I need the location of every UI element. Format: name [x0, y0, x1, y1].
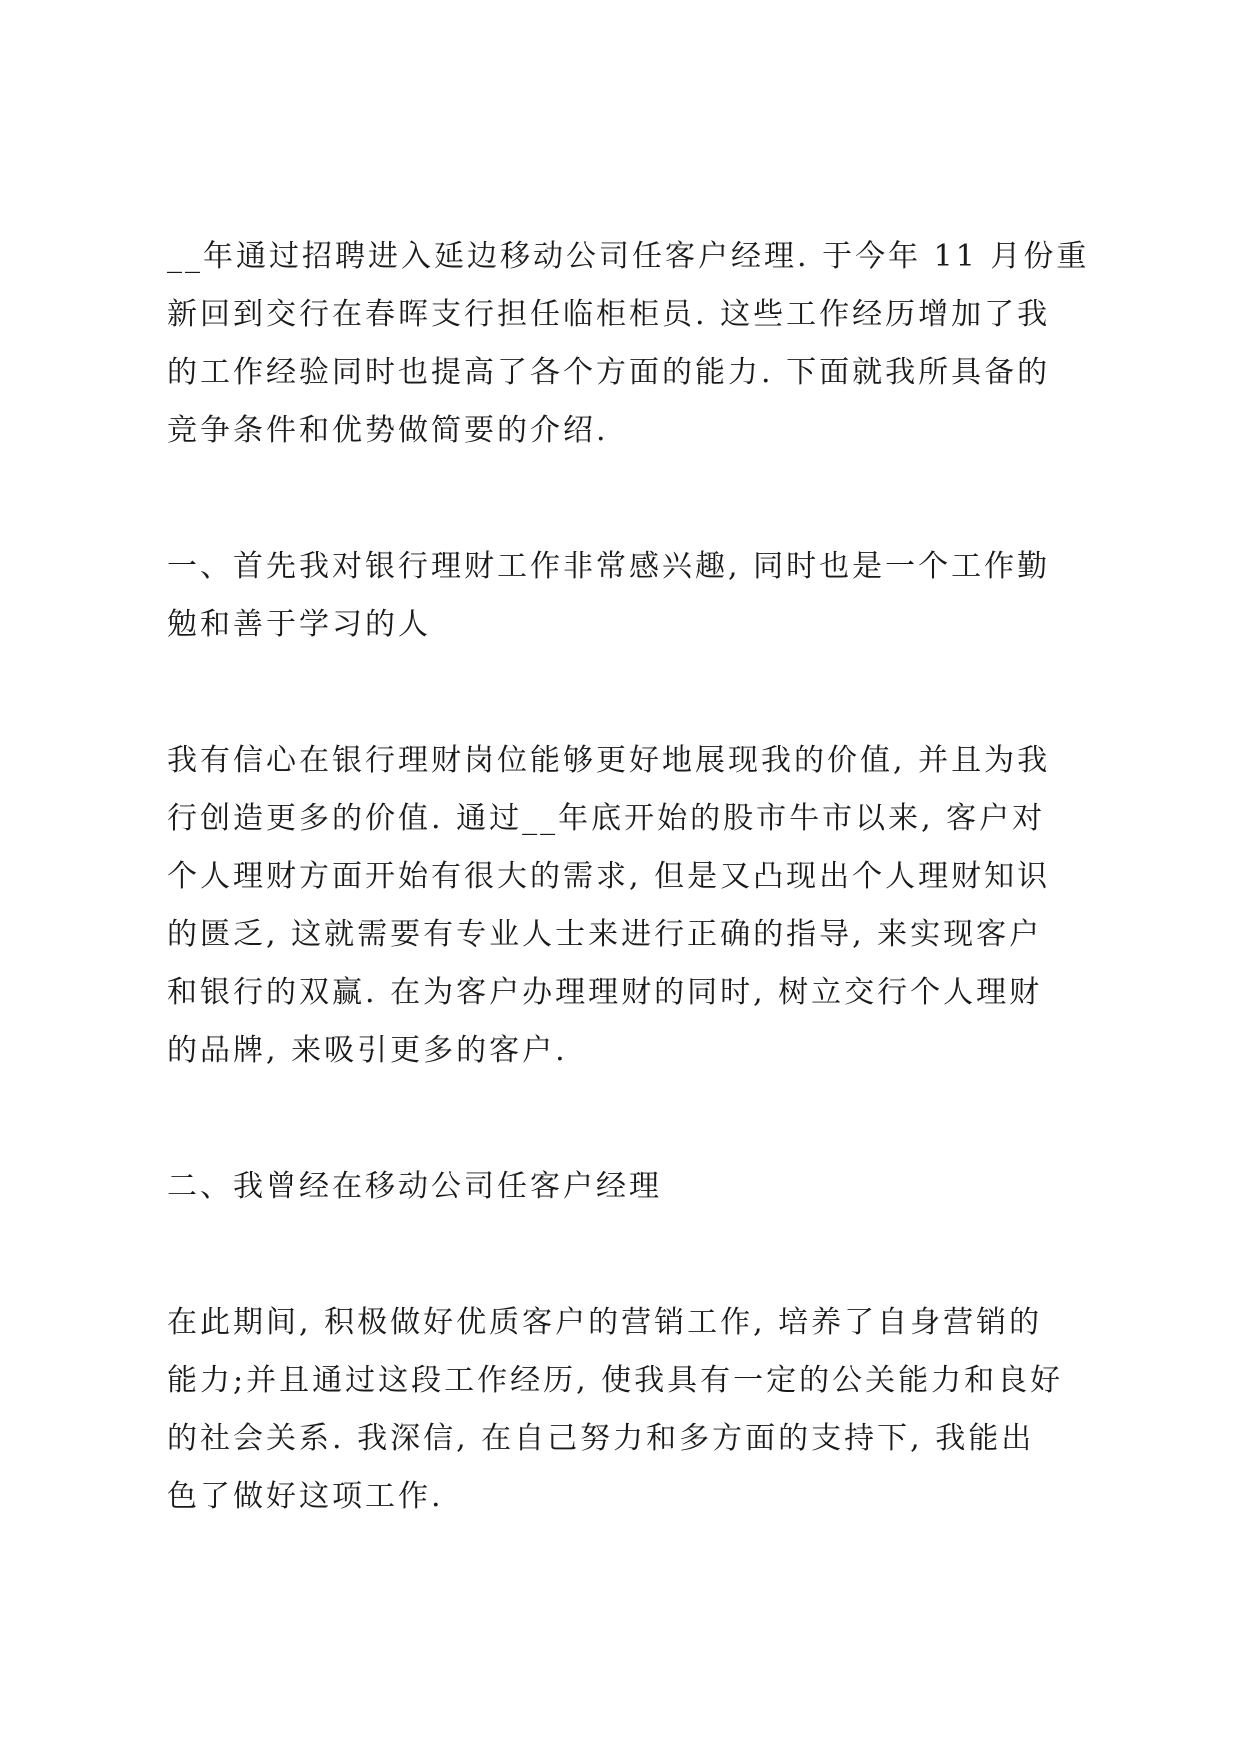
text-line: 色了做好这项工作. — [167, 1479, 444, 1514]
text-line: 的匮乏, 这就需要有专业人士来进行正确的指导, 来实现客户 — [167, 917, 1043, 952]
paragraph-spacer — [167, 460, 1077, 538]
paragraph-spacer — [167, 654, 1077, 732]
text-line: 新回到交行在春晖支行担任临柜柜员. 这些工作经历增加了我 — [167, 297, 1051, 332]
text-line: 在此期间, 积极做好优质客户的营销工作, 培养了自身营销的 — [167, 1305, 1043, 1340]
text-line: 行创造更多的价值. 通过__年底开始的股市牛市以来, 客户对 — [167, 801, 1046, 836]
text-line: 个人理财方面开始有很大的需求, 但是又凸现出个人理财知识 — [167, 859, 1051, 894]
document-body — [167, 228, 1090, 1526]
text-line: 和银行的双赢. 在为客户办理理财的同时, 树立交行个人理财 — [167, 975, 1043, 1010]
text-line: 的品牌, 来吸引更多的客户. — [167, 1033, 568, 1068]
heading-line: 勉和善于学习的人 — [167, 607, 431, 642]
text-line: 竞争条件和优势做简要的介绍. — [167, 413, 609, 448]
paragraph-spacer — [167, 1216, 1077, 1294]
section-heading-2 — [167, 1158, 1077, 1216]
section-1-paragraph — [167, 732, 1077, 1080]
section-heading-1 — [167, 538, 1077, 654]
paragraph-spacer — [167, 1080, 1077, 1158]
intro-paragraph — [167, 228, 1090, 460]
text-line: __年通过招聘进入延边移动公司任客户经理. 于今年 11 月份重 — [167, 239, 1090, 274]
text-line: 的社会关系. 我深信, 在自己努力和多方面的支持下, 我能出 — [167, 1421, 1035, 1456]
text-line: 能力;并且通过这段工作经历, 使我具有一定的公关能力和良好 — [167, 1363, 1064, 1398]
text-line: 我有信心在银行理财岗位能够更好地展现我的价值, 并且为我 — [167, 743, 1051, 778]
heading-line: 一、首先我对银行理财工作非常感兴趣, 同时也是一个工作勤 — [167, 549, 1051, 584]
heading-line: 二、我曾经在移动公司任客户经理 — [167, 1169, 662, 1204]
text-line: 的工作经验同时也提高了各个方面的能力. 下面就我所具备的 — [167, 355, 1051, 390]
section-2-paragraph — [167, 1294, 1077, 1526]
